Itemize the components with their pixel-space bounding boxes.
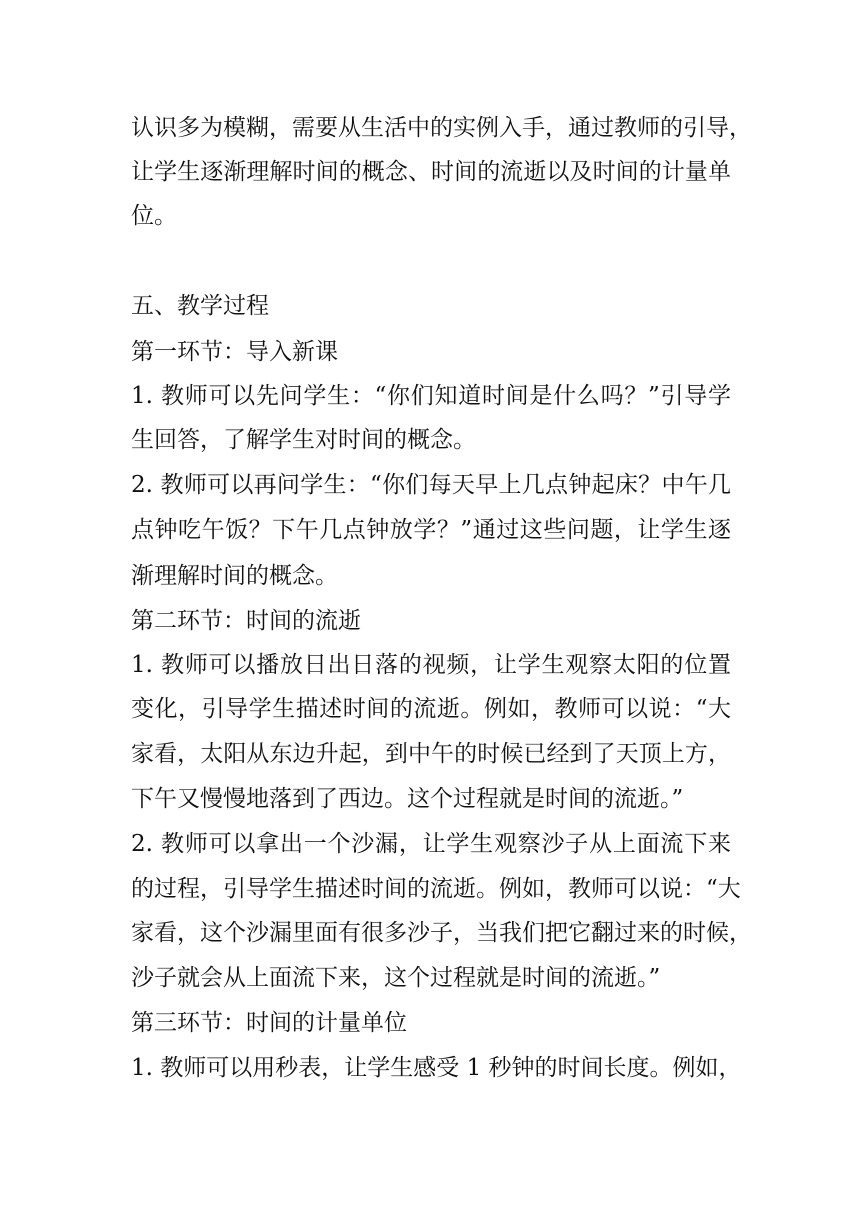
paragraph-line: 1. 教师可以播放日出日落的视频，让学生观察太阳的位置 [131, 652, 731, 678]
section-heading: 五、教学过程 [131, 293, 269, 319]
paragraph-line: 家看，这个沙漏里面有很多沙子，当我们把它翻过来的时候， [131, 920, 752, 946]
paragraph-line: 生回答，了解学生对时间的概念。 [131, 427, 476, 453]
paragraph-line: 让学生逐渐理解时间的概念、时间的流逝以及时间的计量单 [131, 159, 731, 185]
paragraph-line: 2. 教师可以再问学生：“你们每天早上几点钟起床？中午几 [131, 472, 731, 498]
paragraph-line: 点钟吃午饭？下午几点钟放学？”通过这些问题，让学生逐 [131, 517, 731, 543]
paragraph-line: 1. 教师可以用秒表，让学生感受 1 秒钟的时间长度。例如， [131, 1055, 742, 1081]
paragraph-line: 变化，引导学生描述时间的流逝。例如，教师可以说：“大 [131, 696, 731, 722]
paragraph-line: 1. 教师可以先问学生：“你们知道时间是什么吗？”引导学 [131, 383, 731, 409]
paragraph-line: 认识多为模糊，需要从生活中的实例入手，通过教师的引导， [131, 115, 752, 141]
paragraph-line: 位。 [131, 203, 177, 229]
paragraph-line: 的过程，引导学生描述时间的流逝。例如，教师可以说：“大 [131, 876, 741, 902]
paragraph-line: 沙子就会从上面流下来，这个过程就是时间的流逝。” [131, 965, 661, 991]
paragraph-line: 下午又慢慢地落到了西边。这个过程就是时间的流逝。” [131, 786, 684, 812]
paragraph-line: 家看，太阳从东边升起，到中午的时候已经到了天顶上方， [131, 741, 731, 767]
paragraph-line: 2. 教师可以拿出一个沙漏，让学生观察沙子从上面流下来 [131, 831, 731, 857]
paragraph-line: 渐理解时间的概念。 [131, 563, 338, 589]
subsection-heading: 第二环节：时间的流逝 [131, 608, 361, 634]
subsection-heading: 第一环节：导入新课 [131, 339, 338, 365]
subsection-heading: 第三环节：时间的计量单位 [131, 1010, 407, 1036]
